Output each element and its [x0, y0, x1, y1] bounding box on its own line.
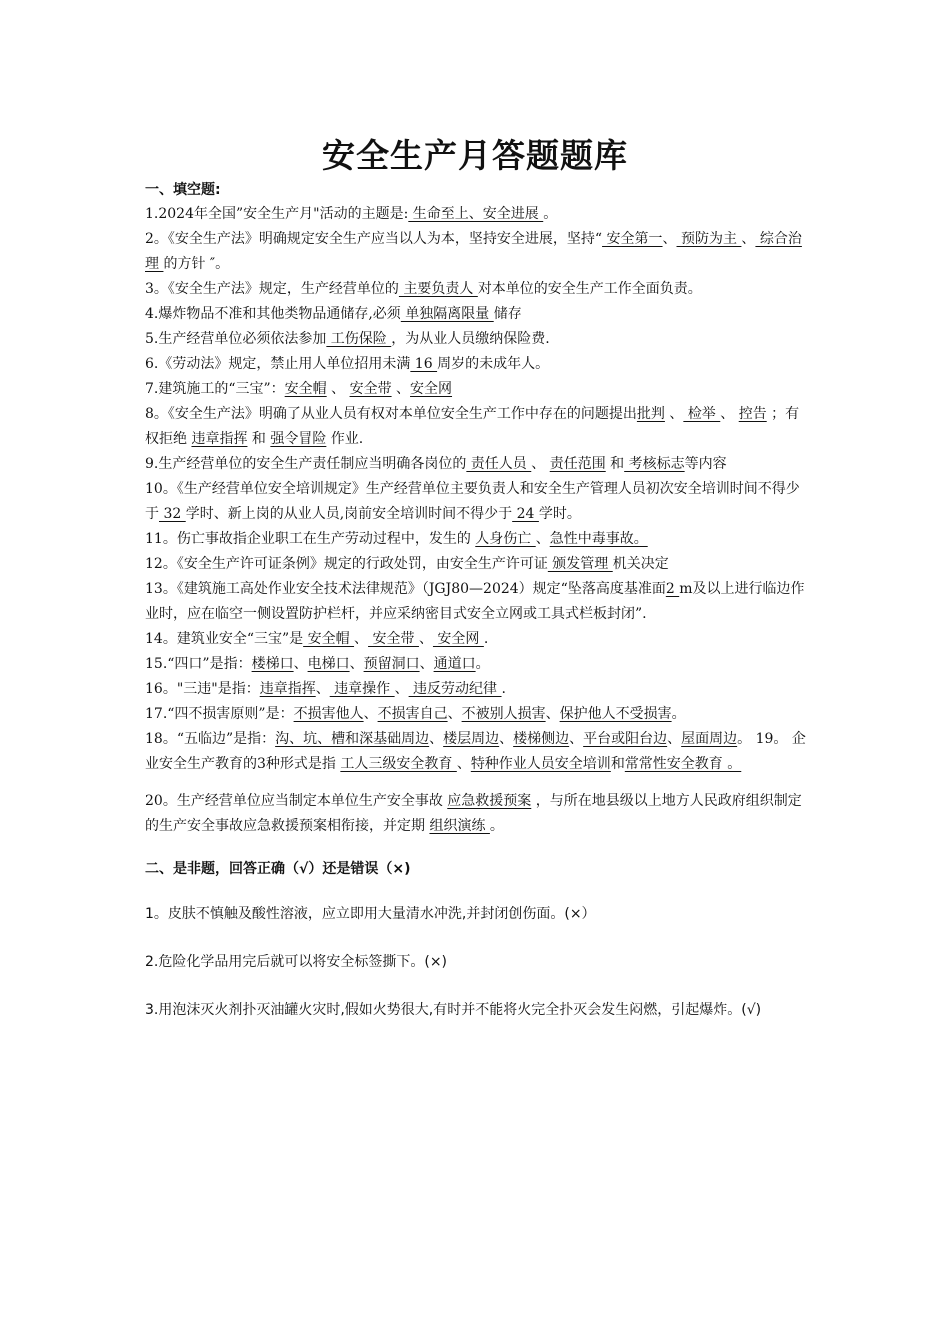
answer: 保护他人不受损害 [559, 706, 672, 722]
answer: 预防为主 [676, 231, 742, 247]
answer: 安全网 [410, 381, 453, 397]
page-title: 安全生产月答题题库 [322, 136, 628, 175]
answer: 楼层周边 [443, 731, 500, 747]
answer: 应急救援预案 [447, 793, 532, 809]
answer: 不损害他人 [293, 706, 364, 722]
answer: 32 [159, 506, 186, 522]
question-17: 17.“四不损害原则”是：不损害他人、不损害自己、不被别人损害、保护他人不受损害。 [145, 706, 686, 722]
answer: 沟、坑、槽和深基础周边 [275, 731, 430, 747]
answer: 16 [410, 356, 438, 372]
answer: 强令冒险 [270, 431, 327, 447]
answer: 人身伤亡 [475, 531, 536, 547]
question-20: 20。生产经营单位应当制定本单位生产安全事故 应急救援预案 ，与所在地县级以上地方人民政府组织制定的生产安全事故应急救援预案相衔接，并定期 组织演练 。 [145, 793, 802, 834]
answer: 屋面周边 [681, 731, 738, 747]
answer: 单独隔离限量 [400, 306, 494, 322]
answer: 楼梯口 [251, 656, 294, 672]
answer: 主要负责人 [398, 281, 478, 297]
answer: 2 [665, 581, 680, 597]
question-6: 6.《劳动法》规定，禁止用人单位招用未满 16 周岁的未成年人。 [145, 356, 550, 372]
answer: 预留洞口 [363, 656, 420, 672]
answer: 工人三级安全教育 [340, 756, 457, 772]
question-12: 12。《安全生产许可证条例》规定的行政处罚，由安全生产许可证 颁发管理 机关决定 [145, 556, 669, 572]
answer: 控告 [738, 406, 767, 422]
question-5: 5.生产经营单位必须依法参加 工伤保险 ，为从业人员缴纳保险费. [145, 331, 550, 347]
answer: 责任人员 [466, 456, 532, 472]
answer: 考核标志 [624, 456, 685, 472]
question-1: 1.2024年全国”安全生产月"活动的主题是: 生命至上、安全进展 。 [145, 206, 558, 222]
question-2: 2。《安全生产法》明确规定安全生产应当以人为本，坚持安全进展，坚持“ 安全第一、 预防为主 、 综合治理 的方针 ″。 [145, 231, 802, 272]
question-3: 3。《安全生产法》规定，生产经营单位的 主要负责人 对本单位的安全生产工作全面负责。 [145, 281, 702, 297]
question-9: 9.生产经营单位的安全生产责任制应当明确各岗位的 责任人员 、 责任范围 和 考核标志等内容 [145, 456, 727, 472]
answer: 平台或阳台边 [583, 731, 668, 747]
question-15: 15.“四口”是指：楼梯口、电梯口、预留洞口、通道口。 [145, 656, 490, 672]
question-4: 4.爆炸物品不准和其他类物品通储存,必须 单独隔离限量 储存 [145, 306, 522, 322]
answer: 检举 [683, 406, 721, 422]
answer: 急性中毒事故。 [549, 531, 648, 547]
answer: 24 [512, 506, 539, 522]
answer: 安全带 [368, 631, 419, 647]
answer: 特种作业人员安全培训 [470, 756, 611, 772]
answer: 电梯口 [307, 656, 350, 672]
answer: 安全帽 [303, 631, 355, 647]
answer: 楼梯侧边 [513, 731, 570, 747]
section2-heading: 二、是非题，回答正确（√）还是错误（×) [145, 861, 411, 877]
question-7: 7.建筑施工的“三宝”：安全帽 、 安全带 、安全网 [145, 381, 453, 397]
question-10: 10。《生产经营单位安全培训规定》生产经营单位主要负责人和安全生产管理人员初次安全培训时间不得少于 32 学时、新上岗的从业人员,岗前安全培训时间不得少于 24 学时。 [145, 481, 800, 522]
true-false-item: 2.危险化学品用完后就可以将安全标签撕下。(×) [145, 954, 448, 970]
answer: 违章指挥 [191, 431, 248, 447]
question-18-19: 18。“五临边”是指：沟、坑、槽和深基础周边、楼层周边、楼梯侧边、平台或阳台边、屋面周边。 19。 企业安全生产教育的3种形式是指 工人三级安全教育 、特种作业人员安全培训和常常性安全教育 。 [145, 731, 806, 772]
document-body [145, 178, 809, 1025]
answer: 工伤保险 [326, 331, 392, 347]
answer: 常常性安全教育 。 [624, 756, 742, 772]
answer: 组织演练 [429, 818, 490, 834]
question-14: 14。建筑业安全“三宝”是 安全帽 、 安全带 、 安全网 . [145, 631, 489, 647]
answer: 安全网 [432, 631, 484, 647]
answer: 安全帽 [284, 381, 327, 397]
question-16: 16。"三违"是指：违章指挥、 违章操作 、 违反劳动纪律 . [145, 681, 506, 697]
answer: 安全第一 [602, 231, 663, 247]
answer: 责任范围 [549, 456, 606, 472]
answer: 生命至上、安全进展 [408, 206, 544, 222]
answer: 批判 [636, 406, 665, 422]
section1-heading: 一、填空题: [145, 182, 221, 198]
true-false-item: 3.用泡沫灭火剂扑灭油罐火灾时,假如火势很大,有时并不能将火完全扑灭会发生闷燃，引起爆炸。(√) [145, 1002, 762, 1018]
question-8: 8。《安全生产法》明确了从业人员有权对本单位安全生产工作中存在的问题提出批判 、 检举 、 控告 ；有权拒绝 违章指挥 和 强令冒险 作业. [145, 406, 800, 447]
answer: 违反劳动纪律 [408, 681, 502, 697]
answer: 违章指挥 [259, 681, 316, 697]
answer: 不损害自己 [377, 706, 448, 722]
answer: 综合治理 [145, 231, 802, 272]
true-false-item: 1。皮肤不慎触及酸性溶液，应立即用大量清水冲洗,并封闭创伤面。(×） [145, 906, 596, 922]
answer: 安全带 [349, 381, 392, 397]
answer: 不被别人损害 [461, 706, 546, 722]
question-11: 11。伤亡事故指企业职工在生产劳动过程中，发生的 人身伤亡 、急性中毒事故。 [145, 531, 648, 547]
answer: 通道口 [433, 656, 476, 672]
answer: 颁发管理 [547, 556, 613, 572]
question-13: 13。《建筑施工高处作业安全技术法律规范》（JGJ80—2024）规定“坠落高度基准面2 m及以上进行临边作业时，应在临空一侧设置防护栏杆，并应采纳密目式安全立网或工具式栏板封闭”. [145, 581, 805, 622]
answer: 违章操作 [329, 681, 395, 697]
